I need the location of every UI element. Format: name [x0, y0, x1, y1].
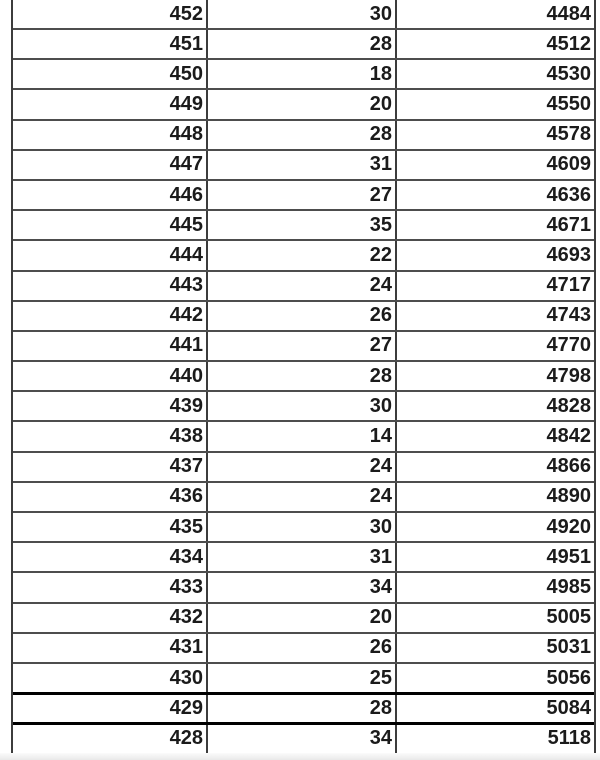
cell-score[interactable]: 432 [13, 604, 208, 632]
cell-cumulative[interactable]: 4609 [546, 153, 591, 176]
cell-cumulative[interactable]: 4866 [546, 455, 591, 478]
table-row[interactable] [13, 692, 594, 722]
cell-cumulative[interactable]: 4743 [546, 304, 591, 327]
table-row[interactable] [13, 179, 594, 209]
table-row[interactable] [13, 390, 594, 420]
cell-cumulative[interactable]: 4512 [546, 32, 591, 55]
cell-cumulative[interactable]: 4550 [546, 92, 591, 115]
cell-cumulative[interactable]: 4770 [546, 334, 591, 357]
cell-score[interactable]: 446 [13, 181, 208, 209]
cell-count[interactable]: 22 [208, 241, 397, 269]
table-row[interactable] [13, 662, 594, 692]
cell-score[interactable]: 440 [13, 362, 208, 390]
table-row[interactable] [13, 420, 594, 450]
cell-cumulative[interactable]: 4578 [546, 123, 591, 146]
cell-count[interactable]: 20 [208, 604, 397, 632]
table-row[interactable] [13, 119, 594, 149]
cell-cumulative[interactable]: 4693 [546, 243, 591, 266]
cell-score[interactable]: 437 [13, 453, 208, 481]
cell-cumulative[interactable]: 4951 [546, 545, 591, 568]
cell-cumulative[interactable]: 5084 [546, 697, 591, 720]
cell-count[interactable]: 28 [208, 30, 397, 58]
cell-score[interactable]: 441 [13, 332, 208, 360]
table-row[interactable] [13, 451, 594, 481]
table-row[interactable] [13, 481, 594, 511]
cell-count[interactable]: 34 [208, 725, 397, 752]
table-row[interactable] [13, 58, 594, 88]
cell-count[interactable]: 14 [208, 422, 397, 450]
cell-count[interactable]: 28 [208, 695, 397, 722]
cell-cumulative[interactable]: 4842 [546, 425, 591, 448]
cell-score[interactable]: 428 [13, 725, 208, 752]
cell-score[interactable]: 448 [13, 121, 208, 149]
cell-score[interactable]: 442 [13, 302, 208, 330]
cell-cumulative[interactable]: 4828 [546, 394, 591, 417]
cell-score[interactable]: 444 [13, 241, 208, 269]
cell-count[interactable]: 24 [208, 272, 397, 300]
cell-score[interactable]: 433 [13, 573, 208, 601]
cell-cumulative[interactable]: 4484 [546, 2, 591, 25]
cell-score[interactable]: 450 [13, 60, 208, 88]
table-row[interactable] [13, 239, 594, 269]
cell-score[interactable]: 435 [13, 513, 208, 541]
cell-score[interactable]: 443 [13, 272, 208, 300]
cell-count[interactable]: 34 [208, 573, 397, 601]
cell-score[interactable]: 430 [13, 664, 208, 692]
cell-count[interactable]: 30 [208, 0, 397, 28]
cell-cumulative[interactable]: 4717 [546, 274, 591, 297]
cell-cumulative[interactable]: 4920 [546, 515, 591, 538]
cell-count[interactable]: 26 [208, 634, 397, 662]
cell-cumulative[interactable]: 5056 [546, 666, 591, 689]
cell-score[interactable]: 452 [13, 0, 208, 28]
cell-score[interactable]: 447 [13, 151, 208, 179]
table-row[interactable] [13, 541, 594, 571]
bottom-edge-strip [0, 753, 600, 760]
cell-cumulative[interactable]: 4636 [546, 183, 591, 206]
cell-count[interactable]: 24 [208, 483, 397, 511]
table-row[interactable] [13, 28, 594, 58]
cell-count[interactable]: 18 [208, 60, 397, 88]
table-row[interactable] [13, 511, 594, 541]
cell-cumulative[interactable]: 5118 [547, 727, 591, 750]
cell-count[interactable]: 27 [208, 181, 397, 209]
table-row[interactable] [13, 571, 594, 601]
cell-count[interactable]: 20 [208, 90, 397, 118]
cell-score[interactable]: 438 [13, 422, 208, 450]
cell-score[interactable]: 439 [13, 392, 208, 420]
cell-cumulative[interactable]: 4671 [546, 213, 591, 236]
cell-score[interactable]: 445 [13, 211, 208, 239]
cell-score[interactable]: 434 [13, 543, 208, 571]
table-row[interactable] [13, 149, 594, 179]
cell-score[interactable]: 449 [13, 90, 208, 118]
cell-cumulative[interactable]: 4890 [546, 485, 591, 508]
table-row[interactable] [13, 270, 594, 300]
cell-count[interactable]: 30 [208, 392, 397, 420]
table-row[interactable] [13, 88, 594, 118]
cell-cumulative[interactable]: 5031 [546, 636, 591, 659]
cell-count[interactable]: 24 [208, 453, 397, 481]
cell-cumulative[interactable]: 4985 [546, 575, 591, 598]
cell-cumulative[interactable]: 5005 [546, 606, 591, 629]
cell-count[interactable]: 35 [208, 211, 397, 239]
cell-count[interactable]: 26 [208, 302, 397, 330]
cell-count[interactable]: 28 [208, 121, 397, 149]
cell-score[interactable]: 429 [13, 695, 208, 722]
table-row[interactable] [13, 209, 594, 239]
cell-score[interactable]: 436 [13, 483, 208, 511]
cell-count[interactable]: 25 [208, 664, 397, 692]
table-row[interactable] [13, 722, 594, 752]
table-row[interactable] [13, 360, 594, 390]
spreadsheet-table [11, 0, 596, 753]
cell-cumulative[interactable]: 4530 [546, 62, 591, 85]
cell-count[interactable]: 30 [208, 513, 397, 541]
cell-count[interactable]: 31 [208, 151, 397, 179]
cell-score[interactable]: 431 [13, 634, 208, 662]
table-row[interactable] [13, 632, 594, 662]
table-row[interactable] [13, 0, 594, 28]
cell-score[interactable]: 451 [13, 30, 208, 58]
cell-cumulative[interactable]: 4798 [546, 364, 591, 387]
cell-count[interactable]: 28 [208, 362, 397, 390]
cell-count[interactable]: 27 [208, 332, 397, 360]
table-row[interactable] [13, 300, 594, 330]
table-row[interactable] [13, 330, 594, 360]
cell-count[interactable]: 31 [208, 543, 397, 571]
table-row[interactable] [13, 602, 594, 632]
